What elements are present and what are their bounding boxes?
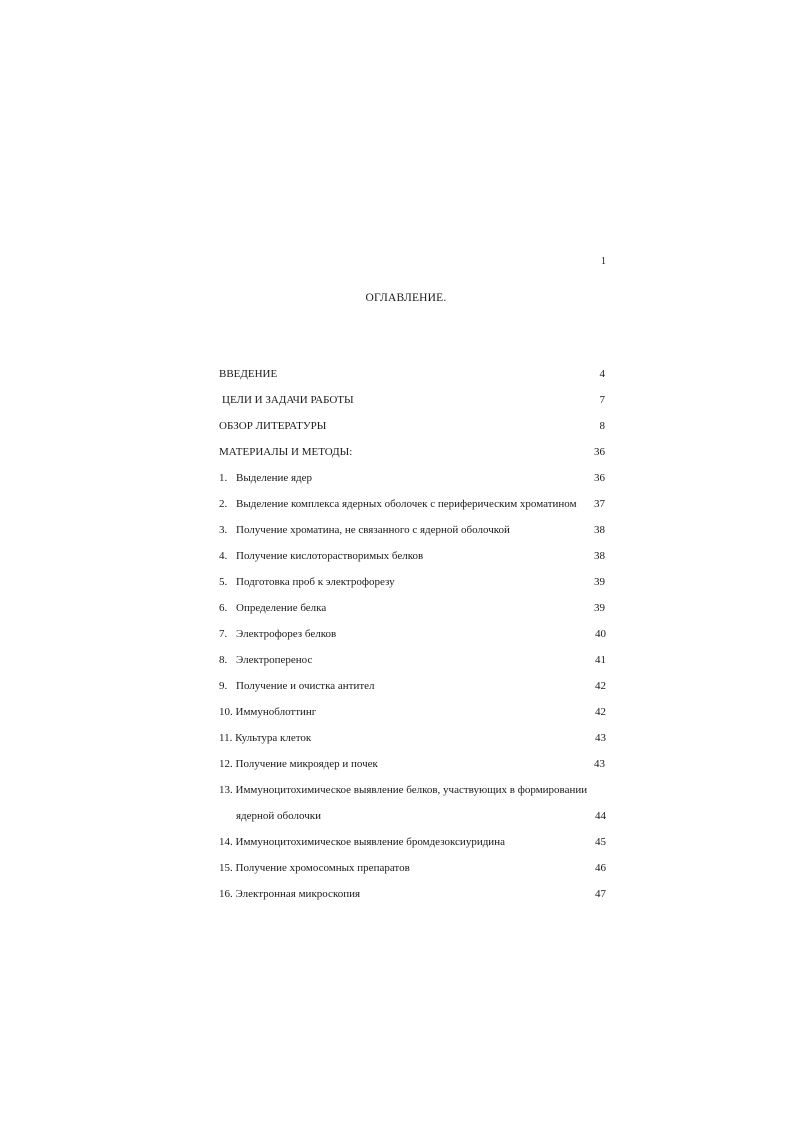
- toc-item-number: 9.: [219, 680, 228, 692]
- toc-item-number: 11.: [219, 732, 233, 744]
- toc-item-page: 42: [595, 706, 606, 718]
- toc-introduction: ВВЕДЕНИЕ: [219, 368, 278, 380]
- toc-item-label: Получение и очистка антител: [236, 680, 375, 692]
- toc-item-label: Выделение ядер: [236, 472, 313, 484]
- toc-item-page: 41: [595, 654, 606, 666]
- toc-item-label: Получение микроядер и почек: [235, 758, 378, 770]
- toc-item-page: 45: [595, 836, 606, 848]
- toc-item-label: Иммуноцитохимическое выявление белков, участвующих в формировании: [235, 784, 588, 796]
- toc-item-label: Получение хроматина, не связанного с ядерной оболочкой: [236, 524, 510, 536]
- toc-item: [219, 758, 378, 770]
- toc-item-label: Электронная микроскопия: [235, 888, 361, 900]
- toc-item-page: 38: [594, 524, 605, 536]
- toc-item-label: Определение белка: [236, 602, 327, 614]
- toc-item-label: Получение кислоторастворимых белков: [236, 550, 424, 562]
- toc-review-page: 8: [599, 420, 605, 432]
- toc-methods-page: 36: [594, 446, 605, 458]
- toc-introduction-page: 4: [599, 368, 605, 380]
- toc-item-continuation: ядерной оболочки: [236, 810, 321, 822]
- toc-item-number: 4.: [219, 550, 228, 562]
- toc-item-number: 16.: [219, 888, 233, 900]
- toc-item-label: Электрофорез белков: [236, 628, 337, 640]
- toc-item-page: 43: [594, 758, 605, 770]
- toc-item: [219, 706, 316, 718]
- toc-item: [219, 550, 423, 562]
- toc-item-label: Получение хромосомных препаратов: [235, 862, 410, 874]
- toc-item: [219, 628, 336, 640]
- page-number: 1: [601, 256, 606, 267]
- toc-item-page: 46: [595, 862, 606, 874]
- toc-item-label: Подготовка проб к электрофорезу: [236, 576, 395, 588]
- toc-item-number: 8.: [219, 654, 228, 666]
- toc-item-page: 36: [594, 472, 605, 484]
- toc-review: ОБЗОР ЛИТЕРАТУРЫ: [219, 420, 327, 432]
- toc-item: [219, 576, 395, 588]
- toc-item: [219, 836, 505, 848]
- toc-item-page: 40: [595, 628, 606, 640]
- toc-item: [219, 472, 312, 484]
- toc-item-label: Иммуноблоттинг: [235, 706, 317, 718]
- toc-item-number: 13.: [219, 784, 233, 796]
- toc-item-page: 39: [594, 576, 605, 588]
- toc-item-number: 2.: [219, 498, 228, 510]
- toc-item-number: 14.: [219, 836, 233, 848]
- page-title: ОГЛАВЛЕНИЕ.: [365, 292, 447, 304]
- toc-item: [219, 654, 312, 666]
- toc-item-number: 12.: [219, 758, 233, 770]
- toc-item-number: 10.: [219, 706, 233, 718]
- toc-item-number: 6.: [219, 602, 228, 614]
- toc-item-page: 43: [595, 732, 606, 744]
- toc-goals: ЦЕЛИ И ЗАДАЧИ РАБОТЫ: [222, 394, 354, 406]
- toc-item-number: 3.: [219, 524, 228, 536]
- toc-item-number: 1.: [219, 472, 228, 484]
- toc-item-page: 38: [594, 550, 605, 562]
- toc-item-label: Выделение комплекса ядерных оболочек с периферическим хроматином: [236, 498, 577, 510]
- toc-item-number: 7.: [219, 628, 228, 640]
- toc-item-label: Электроперенос: [236, 654, 313, 666]
- toc-item: [219, 888, 360, 900]
- toc-item: [219, 498, 577, 510]
- toc-item: [219, 524, 510, 536]
- toc-item-number: 5.: [219, 576, 228, 588]
- toc-item-number: 15.: [219, 862, 233, 874]
- toc-item: [219, 732, 311, 744]
- toc-goals-page: 7: [599, 394, 605, 406]
- toc-item-label: Культура клеток: [235, 732, 312, 744]
- toc-methods: МАТЕРИАЛЫ И МЕТОДЫ:: [219, 446, 353, 458]
- toc-item: [219, 602, 326, 614]
- toc-item: [219, 680, 375, 692]
- toc-item-label: Иммуноцитохимическое выявление бромдезоксиуридина: [235, 836, 505, 848]
- toc-item-page: 44: [595, 810, 606, 822]
- toc-item-page: 42: [595, 680, 606, 692]
- toc-item-page: 47: [595, 888, 606, 900]
- toc-item: [219, 784, 587, 796]
- toc-item-page: 39: [594, 602, 605, 614]
- toc-item: [219, 862, 410, 874]
- toc-item-page: 37: [594, 498, 605, 510]
